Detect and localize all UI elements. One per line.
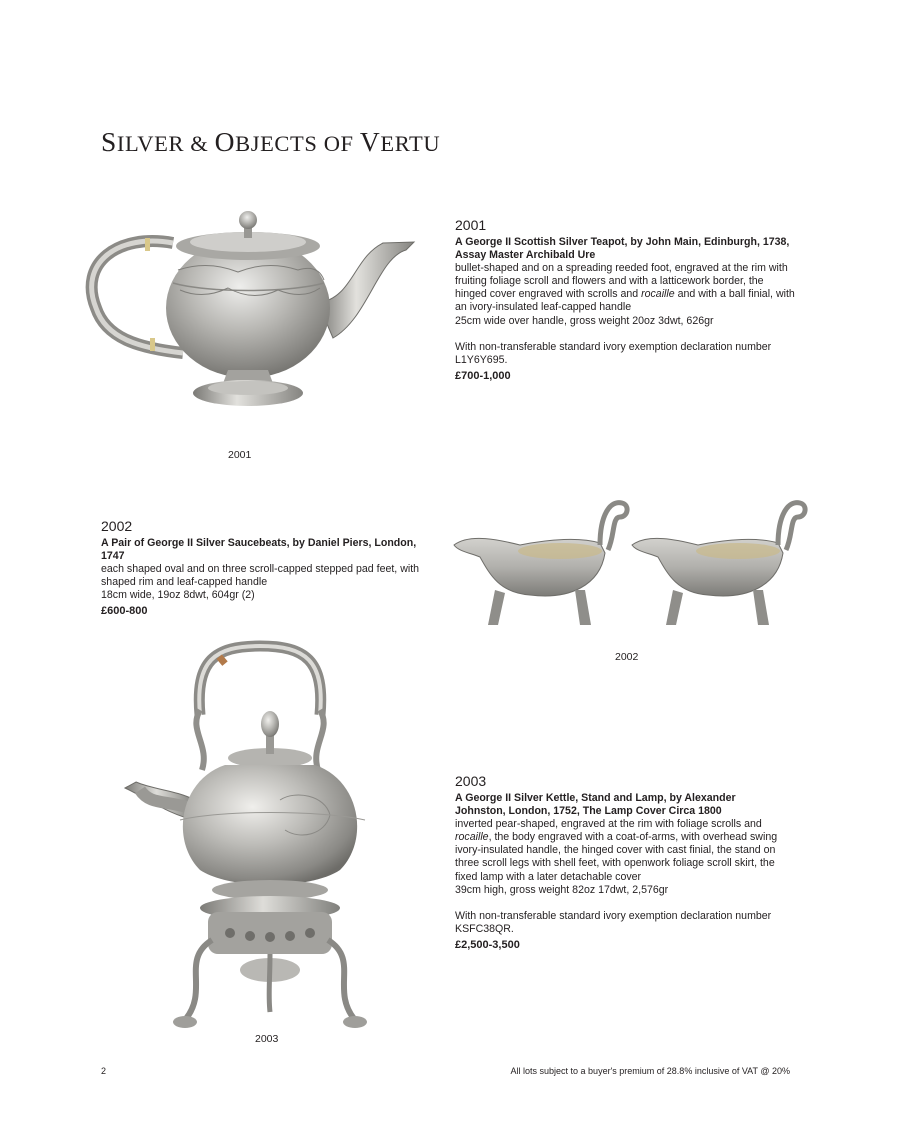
- lot-heading: A Pair of George II Silver Saucebeats, by Daniel Piers, London, 1747: [101, 537, 417, 563]
- lot-dimensions: 39cm high, gross weight 82oz 17dwt, 2,576gr: [455, 883, 669, 896]
- lot-estimate: £700-1,000: [455, 369, 511, 382]
- kettle-image: [120, 640, 380, 1030]
- lot-description: each shaped oval and on three scroll-capped stepped pad feet, with shaped rim and leaf-capped handle: [101, 563, 420, 589]
- lot-estimate: £600-800: [101, 605, 148, 618]
- lot-number: 2001: [455, 217, 487, 233]
- lot-2003: [455, 773, 785, 952]
- page-number: 2: [101, 1066, 107, 1076]
- sauceboats-image: [450, 495, 810, 635]
- lot-2001: [455, 217, 795, 383]
- lot-2002-caption: 2002: [615, 651, 639, 663]
- lot-ivory-note: With non-transferable standard ivory exemption declaration number KSFC38QR.: [455, 909, 772, 935]
- lot-number: 2003: [455, 773, 487, 789]
- lot-description: bullet-shaped and on a spreading reeded foot, engraved at the rim with fruiting foliage scroll and flowers and with a latticework border, the hinged cover engraved with scrolls and rocaille and with a ball finial, with an ivory-insulated leaf-capped handle: [455, 262, 795, 314]
- lot-2001-caption: 2001: [228, 449, 252, 461]
- lot-2003-caption: 2003: [255, 1033, 279, 1045]
- lot-ivory-note: With non-transferable standard ivory exemption declaration number L1Y6Y695.: [455, 340, 772, 366]
- lot-heading: A George II Scottish Silver Teapot, by John Main, Edinburgh, 1738, Assay Master Archibald Ure: [455, 236, 790, 262]
- buyers-premium-note: All lots subject to a buyer's premium of 28.8% inclusive of VAT @ 20%: [510, 1066, 790, 1076]
- lot-description: inverted pear-shaped, engraved at the rim with foliage scrolls and rocaille, the body engraved with a coat-of-arms, with overhead swing ivory-insulated handle, the hinged cover with cast finial, the stand on three scroll legs with shell feet, with openwork foliage scroll skirt, the fixed lamp with a later detachable cover: [455, 818, 778, 883]
- teapot-image: [88, 208, 418, 418]
- lot-heading: A George II Silver Kettle, Stand and Lamp, by Alexander Johnston, London, 1752, The Lamp Cover Circa 1800: [455, 792, 736, 818]
- lot-estimate: £2,500-3,500: [455, 938, 520, 951]
- sauceboat-right: [632, 503, 805, 625]
- section-title: SILVER & OBJECTS OF VERTU: [101, 126, 441, 157]
- lot-dimensions: 25cm wide over handle, gross weight 20oz 3dwt, 626gr: [455, 314, 714, 327]
- lot-number: 2002: [101, 518, 133, 534]
- lot-2002: [101, 518, 431, 619]
- lot-dimensions: 18cm wide, 19oz 8dwt, 604gr (2): [101, 589, 255, 602]
- sauceboat-left: [454, 503, 627, 625]
